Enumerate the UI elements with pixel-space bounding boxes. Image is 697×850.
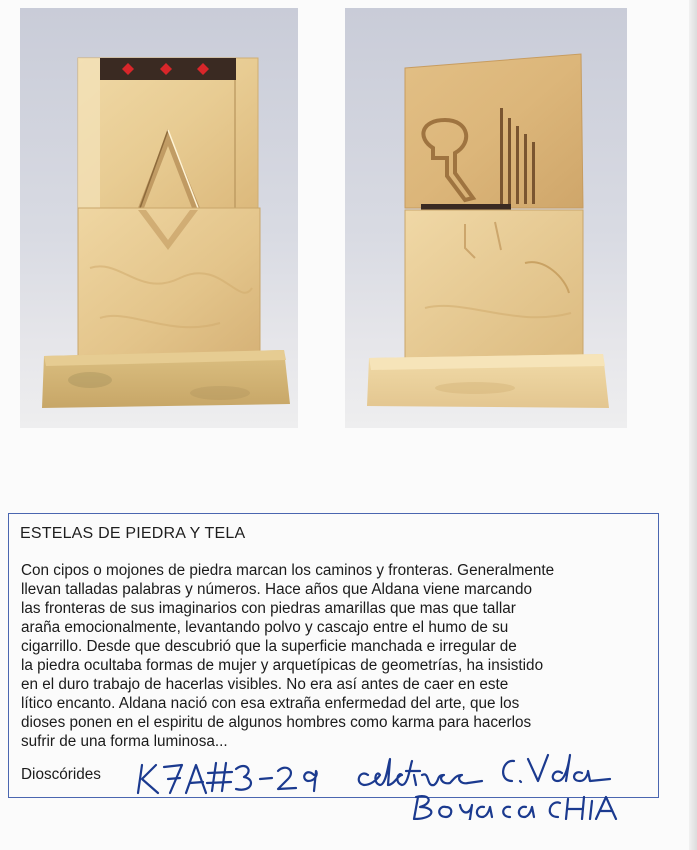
body-line: cigarrillo. Desde que descubrió que la superficie manchada e irregular de [21,638,517,655]
sculpture-photo-left [20,8,298,428]
body-line: llevan talladas palabras y números. Hace años que Aldana viene marcando [21,581,533,598]
body-line: sufrir de una forma luminosa... [21,733,228,750]
article-body [21,561,651,751]
body-line: lítico encanto. Aldana nació con esa extraña enfermedad del arte, que los [21,695,520,712]
article-title: ESTELAS DE PIEDRA Y TELA [20,525,246,542]
body-line: araña emocionalmente, levantando polvo y cascajo entre el humo de su [21,619,509,636]
sculpture-photo-right [345,8,627,428]
body-line: dioses ponen en el espiritu de algunos hombres como karma para hacerlos [21,714,532,731]
body-line: la piedra ocultaba formas de mujer y arquetípicas de geometrías, ha insistido [21,657,544,674]
body-line: Con cipos o mojones de piedra marcan los caminos y fronteras. Generalmente [21,562,555,579]
page-edge-shadow [689,0,697,850]
author-signature: Dioscórides [21,766,101,783]
body-line: las fronteras de sus imaginarios con piedras amarillas que mas que tallar [21,600,516,617]
body-line: en el duro trabajo de hacerlas visibles. No era así antes de caer en este [21,676,509,693]
handwritten-address-note [130,745,660,825]
